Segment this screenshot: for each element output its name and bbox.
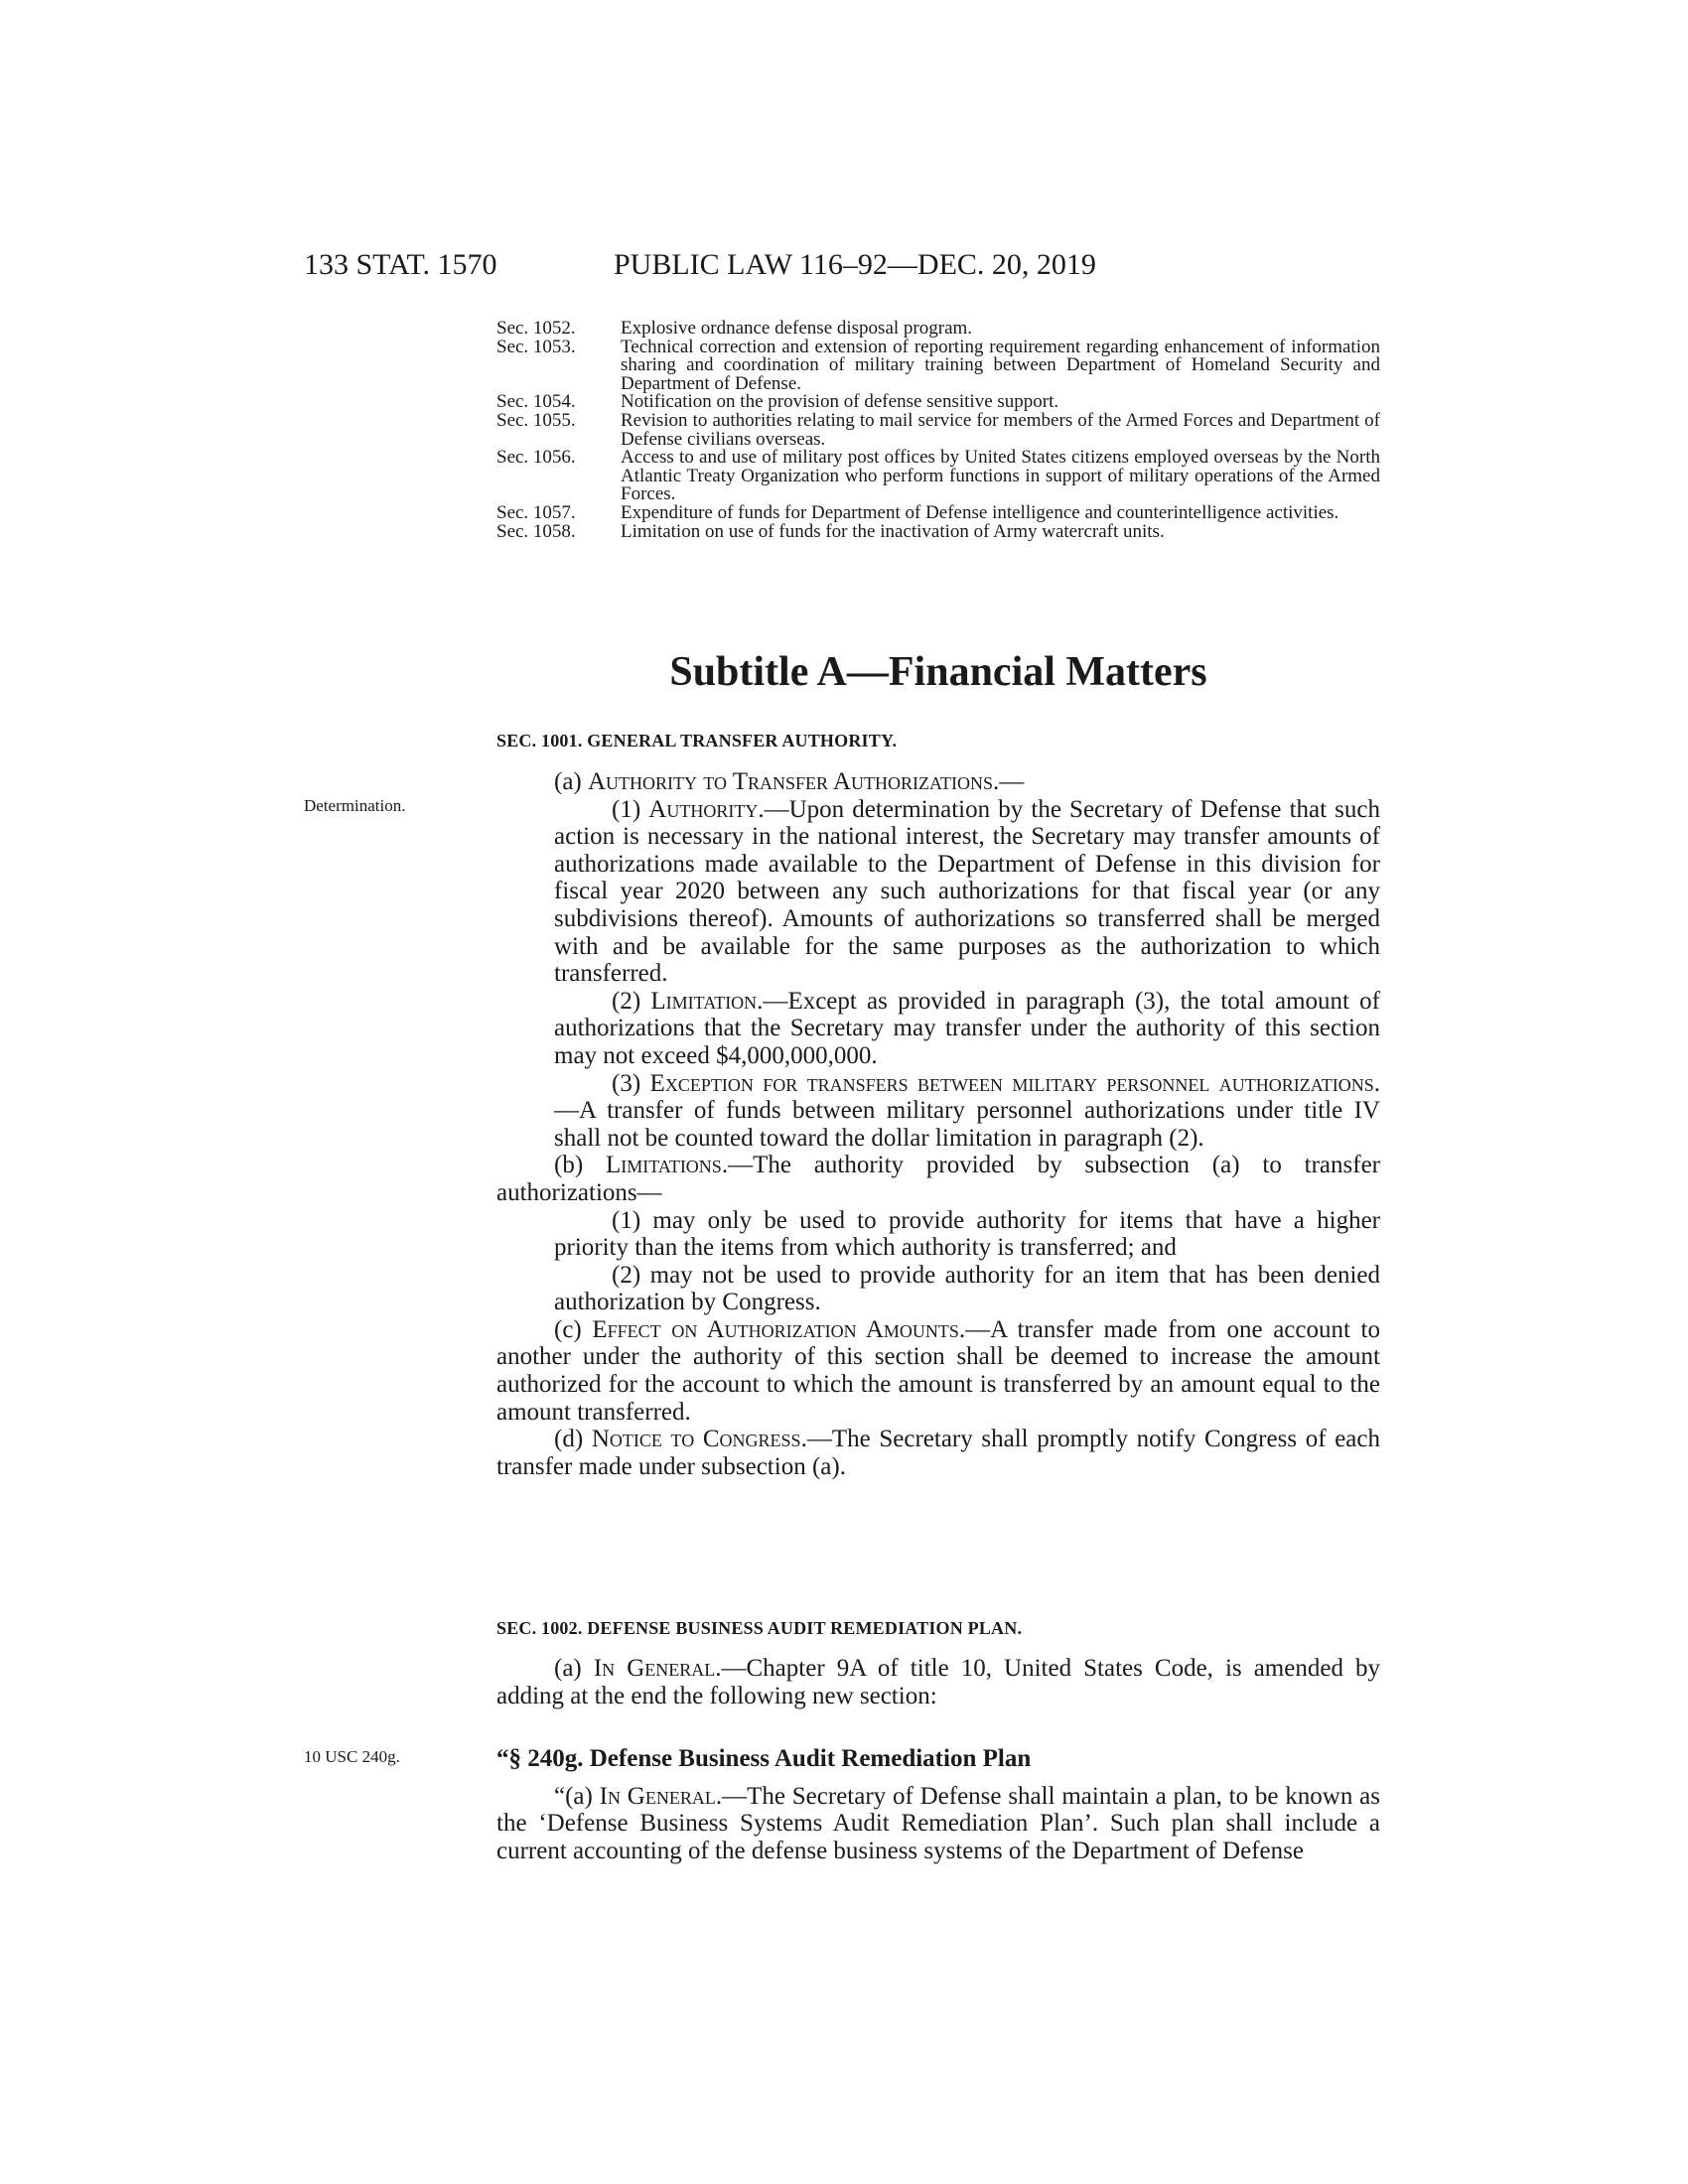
page-header xyxy=(0,248,1688,288)
subtitle-heading: Subtitle A—Financial Matters xyxy=(669,649,1207,695)
paragraph-heading: Authority. xyxy=(648,795,765,823)
paragraph-heading: Limitation. xyxy=(650,987,764,1015)
paragraph-label: (2) xyxy=(612,987,651,1015)
subsection-label: (c) xyxy=(554,1315,593,1343)
section-1001-heading: SEC. 1001. GENERAL TRANSFER AUTHORITY. xyxy=(496,731,898,751)
toc-item xyxy=(496,320,1380,339)
section-240g-title: “§ 240g. Defense Business Audit Remediation Plan xyxy=(496,1745,1032,1772)
subsection-b xyxy=(496,1152,1380,1206)
paragraph-text: —A transfer of funds between military personnel authorizations under title IV shall not be counted toward the dollar limitation in paragraph (2). xyxy=(554,1097,1380,1152)
subsection-heading: In General. xyxy=(599,1782,723,1810)
subsection-label: (a) xyxy=(554,768,588,795)
paragraph-text: —Upon determination by the Secretary of Defense that such action is necessary in the national interest, the Secretary may transfer amounts of authorizations made available to the Department of Defense in this division for fiscal year 2020 between any such authorizations for that fiscal year (or any subdivisions thereof). Amounts of authorizations so transferred shall be merged with and be available for the same purposes as the authorization to which transferred. xyxy=(554,795,1381,988)
paragraph-label: (3) xyxy=(612,1069,650,1097)
toc-number: Sec. 1058. xyxy=(496,520,576,542)
subsection-text: —The Secretary of Defense shall maintain a plan, to be known as the ‘Defense Business Systems Audit Remediation Plan’. Such plan shall include a current accounting of the defense business systems of the Department of Defense xyxy=(496,1782,1380,1864)
toc-item xyxy=(496,409,1380,450)
subsection-d xyxy=(496,1426,1380,1480)
subsection-label: (a) xyxy=(554,1655,594,1682)
subsection-heading: Limitations. xyxy=(606,1152,729,1179)
paragraph-heading: Exception for transfers between military personnel authorizations. xyxy=(649,1069,1380,1097)
toc-text: Technical correction and extension of reporting requirement regarding enhancement of information sharing and coordination of military training between Department of Homeland Security and Department of Defense. xyxy=(621,336,1380,394)
subsection-c xyxy=(496,1316,1380,1426)
toc-text: Access to and use of military post offices by United States citizens employed overseas by the North Atlantic Treaty Organization who perform functions in support of military operations of the Armed Forces. xyxy=(621,447,1380,505)
toc-number: Sec. 1057. xyxy=(496,501,576,523)
toc-text: Expenditure of funds for Department of Defense intelligence and counterintelligence activities. xyxy=(621,501,1339,523)
subsection-text: —A transfer made from one account to another under the authority of this section shall be deemed to increase the amount authorized for the account to which the amount is transferred by an amount equal to the amount transferred. xyxy=(496,1315,1381,1426)
statute-page-number: 133 STAT. 1570 xyxy=(304,248,497,281)
toc-item xyxy=(496,501,1380,523)
subsection-dash: — xyxy=(999,768,1025,795)
toc-number: Sec. 1053. xyxy=(496,336,576,357)
subsection-heading: Notice to Congress. xyxy=(591,1426,807,1453)
subsection-a xyxy=(496,768,1380,796)
subsection-label: (b) xyxy=(554,1152,606,1179)
section-1002-heading: SEC. 1002. DEFENSE BUSINESS AUDIT REMEDIATION PLAN. xyxy=(496,1618,1023,1638)
toc-item xyxy=(496,449,1380,504)
toc-text: Limitation on use of funds for the inactivation of Army watercraft units. xyxy=(621,520,1165,542)
toc-number: Sec. 1052. xyxy=(496,318,576,339)
paragraph-a3 xyxy=(496,1070,1380,1153)
subsection-text: —Chapter 9A of title 10, United States Code, is amended by adding at the end the following new section: xyxy=(496,1655,1381,1709)
section-1002-intro xyxy=(496,1655,1380,1709)
subsection-heading: Effect on Authorization Amounts. xyxy=(592,1315,966,1343)
subsection-heading: In General. xyxy=(593,1655,722,1682)
toc-item xyxy=(496,336,1380,394)
running-head: PUBLIC LAW 116–92—DEC. 20, 2019 xyxy=(614,248,1096,281)
paragraph-a2 xyxy=(496,988,1380,1070)
section-240g-body xyxy=(496,1745,1380,1864)
toc-text: Notification on the provision of defense sensitive support. xyxy=(621,391,1059,413)
table-of-contents xyxy=(496,320,1380,541)
subsection-a xyxy=(496,1655,1380,1709)
subsection-label: (d) xyxy=(554,1426,592,1453)
toc-item xyxy=(496,520,1380,542)
margin-note-usc-citation: 10 USC 240g. xyxy=(304,1747,400,1766)
toc-number: Sec. 1056. xyxy=(496,447,576,469)
toc-text: Explosive ordnance defense disposal program. xyxy=(621,318,973,339)
paragraph-label: (1) xyxy=(612,795,649,823)
section-1001-body xyxy=(496,768,1380,1480)
subsection-text: —The authority provided by subsection (a) to transfer authorizations— xyxy=(496,1152,1380,1206)
toc-text: Revision to authorities relating to mail service for members of the Armed Forces and Department of Defense civilians overseas. xyxy=(621,409,1380,450)
paragraph-a1 xyxy=(496,796,1380,988)
margin-note-determination: Determination. xyxy=(304,796,406,815)
subsection-text: —The Secretary shall promptly notify Congress of each transfer made under subsection (a). xyxy=(496,1426,1380,1480)
subsection-label: “(a) xyxy=(554,1782,600,1810)
subsection-heading: Authority to Transfer Authorizations. xyxy=(588,768,1000,795)
paragraph-b1: (1) may only be used to provide authority for items that have a higher priority than the items from which authority is transferred; and xyxy=(554,1206,1380,1262)
subsection-240g-a xyxy=(496,1783,1380,1865)
paragraph-b2: (2) may not be used to provide authority for an item that has been denied authorization by Congress. xyxy=(554,1261,1380,1316)
toc-number: Sec. 1055. xyxy=(496,409,576,431)
paragraph-text: —Except as provided in paragraph (3), the total amount of authorizations that the Secretary may transfer under the authority of this section may not exceed $4,000,000,000. xyxy=(554,987,1380,1069)
toc-number: Sec. 1054. xyxy=(496,391,576,413)
